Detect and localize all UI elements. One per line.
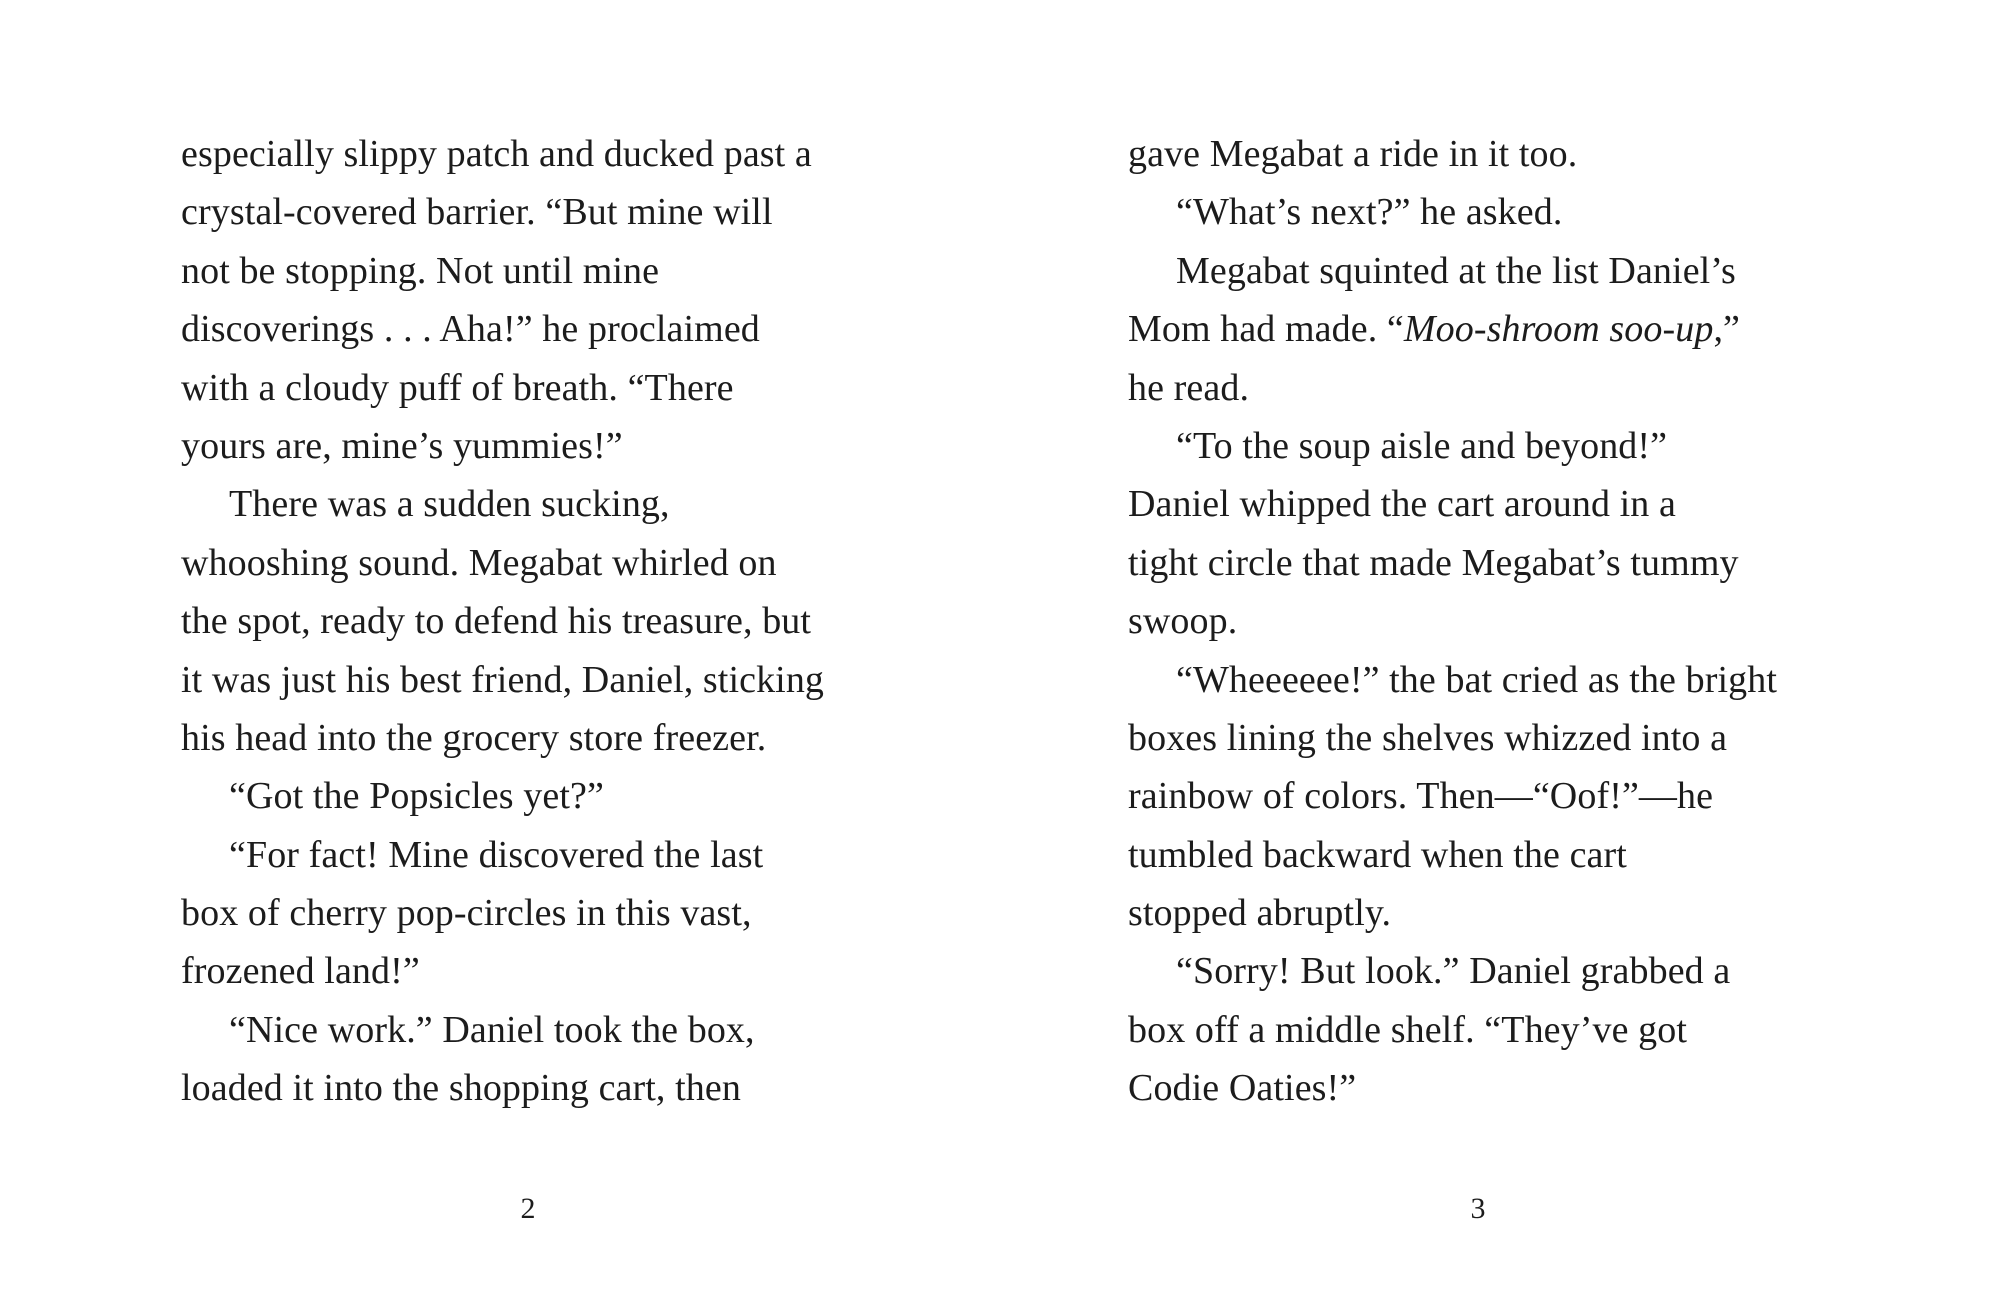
- text-line: Daniel whipped the cart around in a: [1128, 483, 1676, 526]
- text-line: with a cloudy puff of breath. “There: [181, 366, 734, 409]
- text-line: [1128, 300, 1858, 358]
- page-number-left: 2: [520, 1192, 536, 1225]
- text-line: crystal-covered barrier. “But mine will: [181, 191, 773, 234]
- text-line: frozened land!”: [181, 950, 420, 993]
- text-line: Codie Oaties!”: [1128, 1067, 1357, 1110]
- text-line: swoop.: [1128, 600, 1238, 643]
- text-segment: ,”: [1713, 308, 1741, 351]
- text-segment: Mom had made. “: [1128, 308, 1404, 351]
- text-line: rainbow of colors. Then—“Oof!”—he: [1128, 775, 1714, 818]
- text-line: boxes lining the shelves whizzed into a: [1128, 716, 1728, 759]
- text-line: “Nice work.” Daniel took the box,: [229, 1008, 755, 1051]
- text-line: “Sorry! But look.” Daniel grabbed a: [1176, 950, 1731, 993]
- page-number-right: 3: [1470, 1192, 1486, 1225]
- text-line: “For fact! Mine discovered the last: [229, 833, 764, 876]
- text-line: stopped abruptly.: [1128, 892, 1392, 935]
- text-line: the spot, ready to defend his treasure, but: [181, 600, 812, 643]
- text-line: box off a middle shelf. “They’ve got: [1128, 1008, 1688, 1051]
- text-line: box of cherry pop-circles in this vast,: [181, 892, 752, 935]
- text-line: yours are, mine’s yummies!”: [181, 424, 623, 467]
- text-line: tumbled backward when the cart: [1128, 833, 1627, 876]
- text-line: especially slippy patch and ducked past a: [181, 133, 812, 175]
- text-line: discoverings . . . Aha!” he proclaimed: [181, 308, 760, 351]
- text-line: he read.: [1128, 366, 1250, 409]
- italic-text: Moo-shroom soo-up: [1403, 308, 1714, 351]
- text-line: Megabat squinted at the list Daniel’s: [1176, 249, 1736, 292]
- text-line: “Got the Popsicles yet?”: [229, 775, 604, 818]
- text-line: “What’s next?” he asked.: [1176, 191, 1563, 234]
- text-line: gave Megabat a ride in it too.: [1128, 133, 1578, 175]
- right-page-text: [1128, 125, 1858, 1118]
- text-line: whooshing sound. Megabat whirled on: [181, 541, 777, 584]
- text-line: loaded it into the shopping cart, then: [181, 1067, 741, 1110]
- text-line: tight circle that made Megabat’s tummy: [1128, 541, 1739, 584]
- text-line: his head into the grocery store freezer.: [181, 716, 767, 759]
- text-line: “To the soup aisle and beyond!”: [1176, 424, 1668, 467]
- text-line: not be stopping. Not until mine: [181, 249, 660, 292]
- left-page-text: [181, 125, 911, 1118]
- text-line: “Wheeeeee!” the bat cried as the bright: [1176, 658, 1777, 701]
- text-line: There was a sudden sucking,: [229, 483, 670, 526]
- text-line: it was just his best friend, Daniel, sticking: [181, 658, 825, 701]
